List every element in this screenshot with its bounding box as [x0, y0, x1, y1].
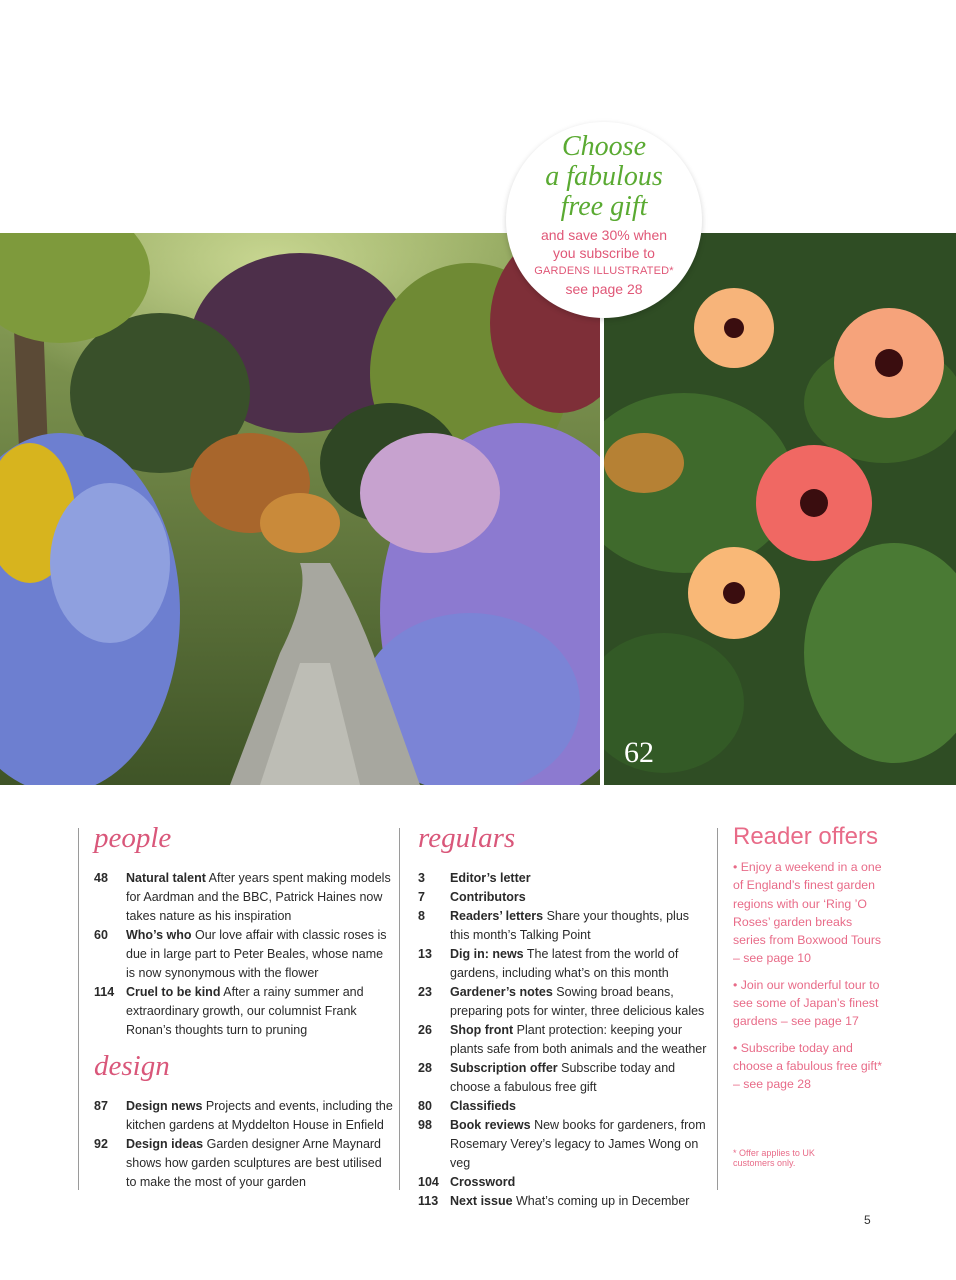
entry-title: Editor’s letter: [450, 871, 531, 885]
promo-title-line: a fabulous: [545, 161, 663, 192]
entry-page: 98: [418, 1118, 432, 1132]
entry-title: Book reviews: [450, 1118, 531, 1132]
page-number: 5: [864, 1213, 871, 1227]
reader-offer-item[interactable]: • Subscribe today and choose a fabulous free gift* – see page 28: [733, 1040, 883, 1092]
contents-entry[interactable]: [418, 1173, 710, 1192]
promo-body: [506, 226, 702, 298]
regulars-heading: regulars: [418, 822, 516, 854]
entry-description: Subscribe today and choose a fabulous free gift: [450, 1061, 676, 1094]
entry-title: Design news: [126, 1099, 203, 1113]
entry-description: Plant protection: keeping your plants safe from both animals and the weather: [450, 1023, 707, 1056]
people-list: [94, 869, 394, 1040]
entry-title: Crossword: [450, 1175, 516, 1189]
contents-entry[interactable]: [418, 1021, 710, 1059]
people-heading: people: [94, 822, 172, 854]
contents-entry[interactable]: [418, 1192, 710, 1211]
entry-title: Classifieds: [450, 1099, 517, 1113]
entry-page: 87: [94, 1099, 108, 1113]
contents-entry[interactable]: [418, 983, 710, 1021]
photo-page-number: 62: [624, 736, 654, 769]
entry-title: Natural talent: [126, 871, 206, 885]
promo-page-link[interactable]: see page 28: [565, 281, 643, 297]
contents-entry[interactable]: [94, 983, 394, 1040]
contents-entry[interactable]: [418, 888, 710, 907]
subscription-promo-bubble[interactable]: [506, 122, 702, 318]
entry-title: Who’s who: [126, 928, 192, 942]
reader-offers-heading: Reader offers: [733, 823, 878, 850]
contents-entry[interactable]: [94, 869, 394, 926]
entry-description: Share your thoughts, plus this month’s Talking Point: [450, 909, 690, 942]
contents-entry[interactable]: [418, 907, 710, 945]
entry-page: 23: [418, 985, 432, 999]
reader-offers-list: [733, 858, 883, 1102]
entry-description: After years spent making models for Aardman and the BBC, Patrick Haines now takes nature as his inspiration: [126, 871, 391, 923]
entry-page: 113: [418, 1194, 439, 1208]
contents-entry[interactable]: [94, 926, 394, 983]
contents-entry[interactable]: [94, 1097, 394, 1135]
column-rule: [78, 828, 79, 1190]
entry-description: Sowing broad beans, preparing pots for winter, three delicious kales: [450, 985, 705, 1018]
contents-entry[interactable]: [418, 1059, 710, 1097]
entry-title: Cruel to be kind: [126, 985, 221, 999]
entry-title: Next issue: [450, 1194, 513, 1208]
entry-description: What’s coming up in December: [512, 1194, 690, 1208]
entry-description: After a rainy summer and extraordinary growth, our columnist Frank Ronan’s thoughts turn to pruning: [126, 985, 364, 1037]
promo-title: [506, 132, 702, 222]
promo-magazine-name: GARDENS ILLUSTRATED*: [534, 265, 674, 277]
offer-footnote: * Offer applies to UK customers only.: [733, 1148, 815, 1168]
entry-page: 8: [418, 909, 425, 923]
entry-description: New books for gardeners, from Rosemary Verey’s legacy to James Wong on veg: [450, 1118, 706, 1170]
entry-page: 26: [418, 1023, 432, 1037]
entry-title: Readers’ letters: [450, 909, 544, 923]
contents-entry[interactable]: [418, 945, 710, 983]
contents-entry[interactable]: [418, 1116, 710, 1173]
entry-title: Gardener’s notes: [450, 985, 553, 999]
entry-title: Dig in: news: [450, 947, 524, 961]
contents-entry[interactable]: [418, 869, 710, 888]
regulars-list: [418, 869, 710, 1211]
entry-page: 104: [418, 1175, 439, 1189]
entry-title: Subscription offer: [450, 1061, 558, 1075]
promo-title-line: Choose: [562, 131, 646, 162]
design-list: [94, 1097, 394, 1192]
entry-title: Design ideas: [126, 1137, 204, 1151]
entry-description: Our love affair with classic roses is due in large part to Peter Beales, whose name is now synonymous with the flower: [126, 928, 387, 980]
contents-entry[interactable]: [418, 1097, 710, 1116]
entry-description: Garden designer Arne Maynard shows how garden sculptures are best utilised to make the most of your garden: [126, 1137, 382, 1189]
entry-page: 80: [418, 1099, 432, 1113]
contents-entry[interactable]: [94, 1135, 394, 1192]
entry-description: The latest from the world of gardens, including what’s on this month: [450, 947, 679, 980]
reader-offer-item[interactable]: • Join our wonderful tour to see some of Japan’s finest gardens – see page 17: [733, 977, 880, 1029]
column-rule: [399, 828, 400, 1190]
promo-body-line: you subscribe to: [553, 245, 655, 261]
design-heading: design: [94, 1050, 170, 1082]
entry-page: 7: [418, 890, 425, 904]
entry-title: Shop front: [450, 1023, 514, 1037]
entry-page: 28: [418, 1061, 432, 1075]
entry-page: 13: [418, 947, 432, 961]
entry-page: 3: [418, 871, 425, 885]
entry-description: Projects and events, including the kitchen gardens at Myddelton House in Enfield: [126, 1099, 393, 1132]
flowers-photo: [604, 233, 956, 785]
entry-title: Contributors: [450, 890, 526, 904]
entry-page: 60: [94, 928, 108, 942]
promo-title-line: free gift: [560, 191, 648, 222]
promo-body-line: and save 30% when: [540, 227, 668, 243]
entry-page: 48: [94, 871, 108, 885]
garden-path-photo: [0, 233, 600, 785]
entry-page: 114: [94, 985, 115, 999]
entry-page: 92: [94, 1137, 108, 1151]
column-rule: [717, 828, 718, 1190]
reader-offer-item[interactable]: • Enjoy a weekend in a one of England’s finest garden regions with our ‘Ring ’O Roses’ garden breaks series from Boxwood Tours – see page 10: [733, 860, 882, 966]
